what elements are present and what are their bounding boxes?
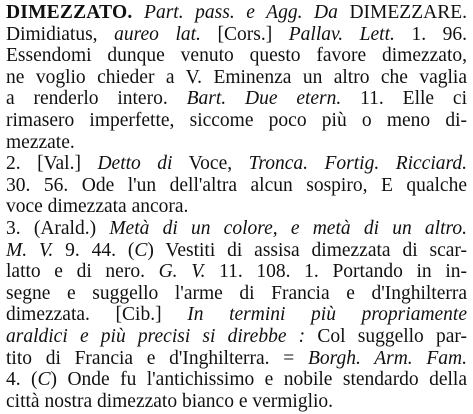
italic-text: In termini più propriamente <box>187 304 467 326</box>
entry-text: Dimidiatus, <box>6 23 115 45</box>
italic-text: Part. pass. e Agg. Da <box>144 2 338 23</box>
entry-text: Col suggello par- <box>305 326 467 347</box>
italic-text: Bart. Due etern. <box>186 88 342 110</box>
entry-text: 2. [Val.] <box>6 153 98 175</box>
entry-text: 1. 96. <box>394 23 467 45</box>
entry-text: a renderlo intero. <box>6 88 187 110</box>
italic-text: Metà di un colore, e metà di un altro. <box>109 218 467 239</box>
entry-text <box>132 2 144 23</box>
entry-text: ne voglio chieder a V. Eminenza un altro che vaglia <box>6 66 467 88</box>
entry-text: 11. 108. 1. Portando in in- <box>205 261 467 283</box>
entry-text: 9. 44. ( <box>53 239 135 261</box>
entry-text: latto e di nero. <box>6 261 159 283</box>
entry-text: voce dimezzata ancora. <box>6 196 189 218</box>
entry-text: DIMEZZARE. <box>337 2 467 23</box>
entry-text: [Cors.] <box>200 23 289 45</box>
italic-text: C <box>37 369 51 391</box>
entry-text: Essendomi dunque venuto questo favore dimezzato, <box>6 45 467 67</box>
entry-text: 30. 56. Ode l'un dell'altra alcun sospiro, E qualche <box>6 174 467 196</box>
entry-line <box>6 389 467 414</box>
entry-text: mezzate. <box>6 131 75 153</box>
italic-text: araldici e più precisi si direbbe : <box>6 326 306 347</box>
entry-text: Voce, <box>172 153 249 175</box>
entry-text: 3. (Arald.) <box>6 218 110 239</box>
italic-text: C <box>134 239 148 261</box>
entry-text: dimezzata. [Cib.] <box>6 304 188 326</box>
entry-text: ) Onde fu l'antichissimo e nobile stendardo della <box>50 369 467 391</box>
italic-text: Detto di <box>97 153 173 175</box>
headword: DIMEZZATO. <box>6 2 133 23</box>
italic-text: G. V. <box>158 261 206 283</box>
entry-text: 11. Elle ci <box>341 88 467 110</box>
entry-text: rimasero imperfette, siccome poco più o meno di- <box>6 110 467 131</box>
entry-text: 4. ( <box>6 369 38 391</box>
entry-text: città nostra dimezzato bianco e vermiglio. <box>6 390 334 412</box>
italic-text: Borgh. Arm. Fam. <box>307 347 467 369</box>
entry-text: tito di Francia e d'Inghilterra. = <box>6 347 308 369</box>
italic-text: aureo lat. <box>114 23 201 45</box>
italic-text: M. V. <box>6 239 54 261</box>
entry-text: segne e suggello l'arme di Francia e d'Inghilterra <box>6 282 467 304</box>
italic-text: Tronca. Fortig. Ricciard. <box>248 153 467 175</box>
italic-text: Pallav. Lett. <box>288 23 395 45</box>
entry-text: ) Vestiti di assisa dimezzata di scar- <box>147 239 467 261</box>
